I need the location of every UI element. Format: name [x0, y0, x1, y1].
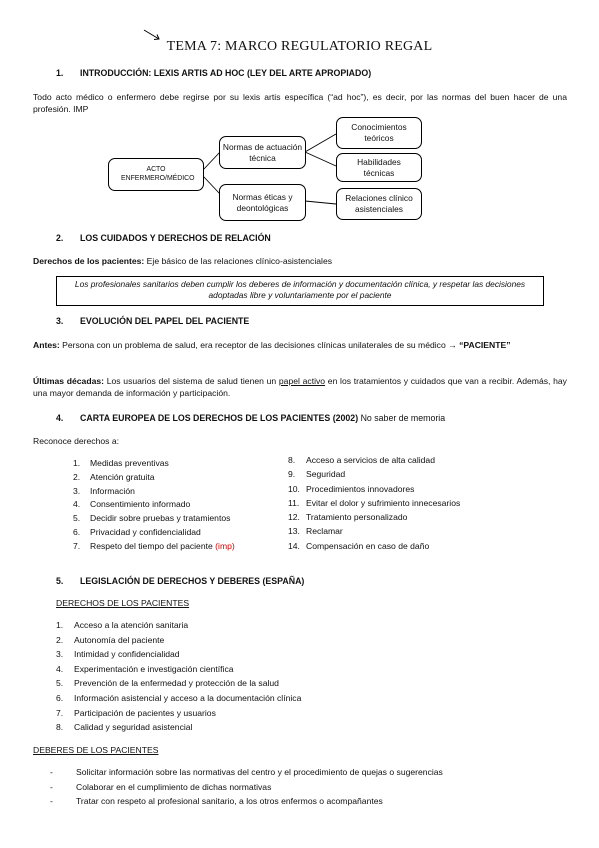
recent-decades-label: Últimas décadas:: [33, 376, 105, 386]
list-item: [50, 782, 443, 797]
item-number: 3.: [56, 649, 64, 660]
item-text: Consentimiento informado: [90, 499, 191, 510]
active-role-term: papel activo: [278, 376, 326, 386]
item-text: Información asistencial y acceso a la documentación clínica: [74, 692, 302, 703]
section-3-number: 3.: [56, 316, 64, 326]
item-text: Procedimientos innovadores: [306, 483, 415, 494]
section-4-heading: [56, 413, 445, 424]
section-5-number: 5.: [56, 576, 64, 586]
item-number: 8.: [288, 455, 296, 465]
item-text: Compensación en caso de daño: [306, 540, 430, 551]
list-item: [56, 620, 301, 635]
list-item: [288, 526, 460, 540]
list-item: [50, 796, 443, 811]
item-number: 6.: [56, 692, 64, 703]
diagram-relations-label: Relaciones clínico asistenciales: [345, 193, 413, 214]
patient-duties-list: [50, 767, 443, 811]
diagram-ethical-norms-label: Normas éticas y deontológicas: [232, 191, 293, 213]
diagram-relations-box: [336, 188, 422, 220]
diagram-skills-label: Habilidades técnicas: [357, 156, 401, 178]
item-text: Solicitar información sobre las normativas del centro y el procedimiento de quejas o sugerencias: [76, 767, 443, 777]
section-4-number: 4.: [56, 413, 64, 423]
list-item: [73, 472, 235, 486]
section-4-title: CARTA EUROPEA DE LOS DERECHOS DE LOS PACIENTES (2002): [80, 413, 359, 423]
before-patient-term: “PACIENTE”: [459, 340, 511, 350]
diagram-root-label: ACTO ENFERMERO/MÉDICO: [121, 165, 195, 182]
item-bullet: -: [50, 796, 53, 806]
item-text: Reclamar: [306, 526, 343, 537]
section-2-text: [33, 256, 567, 267]
item-text: Intimidad y confidencialidad: [74, 649, 180, 660]
section-2-number: 2.: [56, 233, 64, 243]
item-number: 4.: [73, 499, 81, 510]
item-text: Acceso a servicios de alta calidad: [306, 455, 435, 465]
item-number: 4.: [56, 663, 64, 674]
item-text: Medidas preventivas: [90, 458, 169, 468]
item-text: Experimentación e investigación científica: [74, 663, 234, 674]
diagram-theory-label: Conocimientos teóricos: [351, 122, 407, 143]
diagram-technical-norms-box: [219, 136, 306, 169]
item-text: Atención gratuita: [90, 471, 155, 482]
item-text: Evitar el dolor y sufrimiento innecesarios: [306, 497, 461, 508]
item-number: 2.: [73, 471, 81, 482]
item-text: Prevención de la enfermedad y protección de la salud: [74, 678, 279, 689]
before-label: Antes:: [33, 340, 60, 350]
item-number: 3.: [73, 485, 81, 496]
list-item: [56, 708, 301, 723]
important-note: (imp): [215, 540, 235, 551]
section-5-heading: [56, 576, 304, 587]
item-number: 8.: [56, 722, 64, 733]
section-3-recent: [33, 375, 567, 399]
section-3-before: [33, 339, 567, 351]
item-number: 9.: [288, 469, 296, 480]
list-item: [56, 678, 301, 693]
list-item: [73, 513, 235, 527]
quote-box: Los profesionales sanitarios deben cumplir los deberes de información y documentación clínica, y respetar las decisiones adoptadas libre y voluntariamente por el paciente: [56, 276, 544, 306]
item-text: Autonomía del paciente: [74, 634, 165, 645]
item-number: 1.: [73, 458, 81, 468]
item-text: Privacidad y confidencialidad: [90, 526, 201, 537]
list-item: [56, 722, 301, 737]
item-number: 14.: [288, 540, 300, 551]
section-5-title: LEGISLACIÓN DE DERECHOS Y DEBERES (ESPAÑA): [80, 576, 305, 586]
list-item: [288, 498, 460, 512]
list-item: [288, 484, 460, 498]
diagram-skills-box: [336, 153, 422, 182]
section-1-title: INTRODUCCIÓN: LEXIS ARTIS AD HOC (LEY DEL ARTE APROPIADO): [80, 68, 372, 78]
list-item: [56, 693, 301, 708]
section-1-text: Todo acto médico o enfermero debe regirse por su lexis artis específica (“ad hoc”), es decir, por las normas del buen hacer de una profesión. IMP: [33, 92, 567, 115]
item-number: 5.: [73, 513, 81, 524]
list-item: [73, 486, 235, 500]
section-3-heading: [56, 316, 249, 327]
patient-rights-list: [56, 620, 301, 737]
section-2-heading: [56, 233, 271, 244]
list-item: [50, 767, 443, 782]
before-text: Persona con un problema de salud, era receptor de las decisiones clínicas unilaterales de su médico →: [59, 340, 460, 350]
diagram-technical-norms-label: Normas de actuación técnica: [222, 141, 303, 163]
item-text: Seguridad: [306, 469, 346, 480]
item-text: Acceso a la atención sanitaria: [74, 620, 189, 630]
item-text: Información: [90, 485, 135, 496]
item-text: Respeto del tiempo del paciente: [90, 540, 216, 551]
section-4-intro: Reconoce derechos a:: [33, 436, 119, 446]
recent-text-1: Los usuarios del sistema de salud tienen un: [104, 376, 279, 386]
list-item: [73, 499, 235, 513]
list-item: [56, 635, 301, 650]
item-bullet: -: [50, 781, 53, 792]
list-item: [288, 469, 460, 483]
item-number: 7.: [73, 540, 81, 551]
item-number: 13.: [288, 526, 300, 537]
item-number: 7.: [56, 707, 64, 718]
item-text: Decidir sobre pruebas y tratamientos: [90, 513, 231, 524]
item-text: Colaborar en el cumplimiento de dichas normativas: [76, 781, 272, 792]
section-4-note: No saber de memoria: [358, 413, 446, 423]
patient-duties-subtitle: DEBERES DE LOS PACIENTES: [33, 745, 159, 755]
section-1-number: 1.: [56, 68, 64, 78]
recent-text-2: en los tratamientos y cuidados que van a recibir. Además, hay una mayor demanda de información y participación.: [33, 376, 567, 399]
list-item: [288, 512, 460, 526]
list-item: [56, 664, 301, 679]
item-number: 10.: [288, 483, 300, 494]
list-item: [288, 455, 460, 469]
item-number: 2.: [56, 634, 64, 645]
item-text: Tratar con respeto al profesional sanitario, a los otros enfermos o acompañantes: [76, 796, 383, 806]
item-text: Tratamiento personalizado: [306, 512, 408, 523]
patient-rights-text: Eje básico de las relaciones clínico-asistenciales: [144, 256, 333, 266]
list-item: [73, 541, 235, 555]
patient-rights-subtitle: DERECHOS DE LOS PACIENTES: [56, 598, 190, 608]
list-item: [73, 458, 235, 472]
item-number: 12.: [288, 512, 300, 523]
item-number: 6.: [73, 526, 81, 537]
item-number: 5.: [56, 678, 64, 689]
diagram-ethical-norms-box: [219, 184, 306, 221]
list-item: [288, 541, 460, 555]
item-number: 11.: [288, 497, 300, 508]
page-title: TEMA 7: MARCO REGULATORIO REGAL: [166, 39, 433, 54]
list-item: [56, 649, 301, 664]
patient-rights-label: Derechos de los pacientes:: [33, 256, 145, 266]
item-text: Calidad y seguridad asistencial: [74, 722, 193, 733]
european-charter-right-list: [288, 455, 460, 555]
section-3-title: EVOLUCIÓN DEL PAPEL DEL PACIENTE: [80, 316, 250, 326]
diagram-theory-box: [336, 117, 422, 149]
list-item: [73, 527, 235, 541]
item-bullet: -: [50, 767, 53, 777]
european-charter-left-list: [73, 458, 235, 555]
item-text: Participación de pacientes y usuarios: [74, 707, 216, 718]
diagram-root-box: [108, 158, 204, 191]
item-number: 1.: [56, 620, 64, 630]
section-2-title: LOS CUIDADOS Y DERECHOS DE RELACIÓN: [80, 233, 271, 243]
